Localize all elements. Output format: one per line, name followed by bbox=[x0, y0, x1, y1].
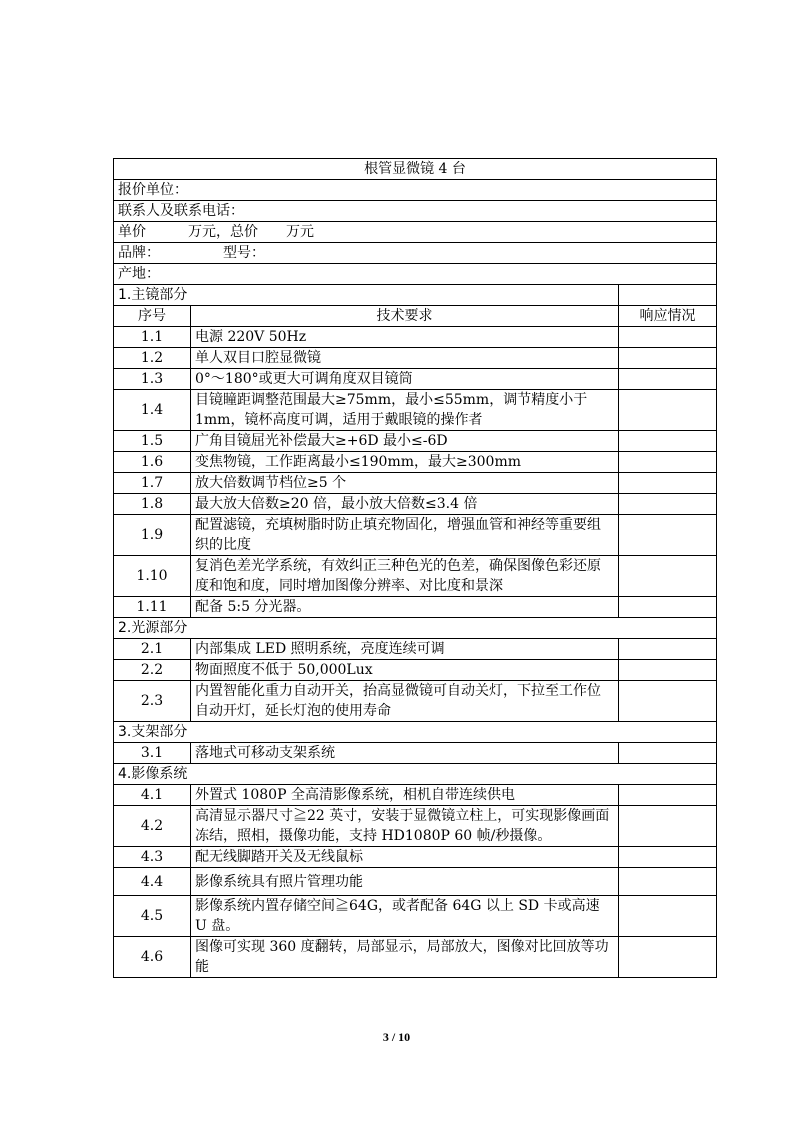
item-response-cell[interactable] bbox=[619, 515, 717, 556]
item-number: 1.9 bbox=[114, 515, 191, 556]
item-response-cell[interactable] bbox=[619, 390, 717, 431]
section-title: 3.支架部分 bbox=[114, 722, 717, 743]
item-requirement: 变焦物镜，工作距离最小≤190mm，最大≥300mm bbox=[191, 452, 619, 473]
table-row bbox=[114, 743, 717, 764]
table-row bbox=[114, 868, 717, 896]
item-number: 4.1 bbox=[114, 785, 191, 806]
table-row bbox=[114, 806, 717, 847]
table-row bbox=[114, 327, 717, 348]
table-row bbox=[114, 681, 717, 722]
item-requirement: 内置智能化重力自动开关，抬高显微镜可自动关灯，下拉至工作位自动开灯，延长灯泡的使用寿命 bbox=[191, 681, 619, 722]
table-row bbox=[114, 639, 717, 660]
item-requirement: 高清显示器尺寸≧22 英寸，安装于显微镜立柱上，可实现影像画面冻结，照相，摄像功能，支持 HD1080P 60 帧/秒摄像。 bbox=[191, 806, 619, 847]
brand-model-field: 品牌： 型号： bbox=[114, 243, 717, 264]
item-number: 4.2 bbox=[114, 806, 191, 847]
item-requirement: 图像可实现 360 度翻转，局部显示，局部放大，图像对比回放等功能 bbox=[191, 937, 619, 978]
item-response-cell[interactable] bbox=[619, 806, 717, 847]
page-number: 3 / 10 bbox=[382, 1030, 411, 1044]
item-response-cell[interactable] bbox=[619, 431, 717, 452]
item-number: 3.1 bbox=[114, 743, 191, 764]
item-number: 1.7 bbox=[114, 473, 191, 494]
item-number: 1.4 bbox=[114, 390, 191, 431]
item-number: 1.10 bbox=[114, 556, 191, 597]
table-row bbox=[114, 937, 717, 978]
item-response-cell[interactable] bbox=[619, 937, 717, 978]
item-number: 4.4 bbox=[114, 868, 191, 896]
item-requirement: 广角目镜屈光补偿最大≥+6D 最小≤-6D bbox=[191, 431, 619, 452]
item-requirement: 配无线脚踏开关及无线鼠标 bbox=[191, 847, 619, 868]
item-number: 1.6 bbox=[114, 452, 191, 473]
item-response-cell[interactable] bbox=[619, 660, 717, 681]
table-row bbox=[114, 390, 717, 431]
table-row bbox=[114, 369, 717, 390]
table-row bbox=[114, 847, 717, 868]
item-response-cell[interactable] bbox=[619, 348, 717, 369]
item-number: 1.11 bbox=[114, 597, 191, 618]
item-number: 1.1 bbox=[114, 327, 191, 348]
section-header-row bbox=[114, 764, 717, 785]
table-row bbox=[114, 556, 717, 597]
item-number: 4.3 bbox=[114, 847, 191, 868]
table-row bbox=[114, 431, 717, 452]
table-row bbox=[114, 896, 717, 937]
item-response-cell[interactable] bbox=[619, 597, 717, 618]
item-response-cell[interactable] bbox=[619, 847, 717, 868]
origin-field: 产地： bbox=[114, 264, 717, 285]
item-number: 2.2 bbox=[114, 660, 191, 681]
item-response-cell[interactable] bbox=[619, 639, 717, 660]
item-requirement: 配置滤镜，充填树脂时防止填充物固化，增强血管和神经等重要组织的比度 bbox=[191, 515, 619, 556]
item-requirement: 落地式可移动支架系统 bbox=[191, 743, 619, 764]
item-response-cell[interactable] bbox=[619, 452, 717, 473]
item-response-cell[interactable] bbox=[619, 556, 717, 597]
item-number: 4.5 bbox=[114, 896, 191, 937]
item-number: 4.6 bbox=[114, 937, 191, 978]
table-row bbox=[114, 494, 717, 515]
contact-field: 联系人及联系电话： bbox=[114, 201, 717, 222]
section-title: 2.光源部分 bbox=[114, 618, 717, 639]
section-header-row bbox=[114, 722, 717, 743]
section-title: 1.主镜部分 bbox=[114, 285, 619, 306]
item-response-cell[interactable] bbox=[619, 494, 717, 515]
item-requirement: 放大倍数调节档位≥5 个 bbox=[191, 473, 619, 494]
item-requirement: 电源 220V 50Hz bbox=[191, 327, 619, 348]
item-requirement: 目镜瞳距调整范围最大≥75mm，最小≤55mm，调节精度小于1mm，镜杯高度可调，适用于戴眼镜的操作者 bbox=[191, 390, 619, 431]
item-response-cell[interactable] bbox=[619, 327, 717, 348]
header-seq: 序号 bbox=[114, 306, 191, 327]
section-header-row bbox=[114, 285, 717, 306]
table-row bbox=[114, 473, 717, 494]
item-requirement: 物面照度不低于 50,000Lux bbox=[191, 660, 619, 681]
column-header-row bbox=[114, 306, 717, 327]
item-number: 2.3 bbox=[114, 681, 191, 722]
price-field: 单价 万元，总价 万元 bbox=[114, 222, 717, 243]
item-response-cell[interactable] bbox=[619, 743, 717, 764]
item-requirement: 最大放大倍数≥20 倍，最小放大倍数≤3.4 倍 bbox=[191, 494, 619, 515]
item-response-cell[interactable] bbox=[619, 473, 717, 494]
spec-table bbox=[113, 158, 717, 978]
item-requirement: 0°～180°或更大可调角度双目镜筒 bbox=[191, 369, 619, 390]
table-title: 根管显微镜 4 台 bbox=[114, 159, 717, 180]
table-row bbox=[114, 515, 717, 556]
item-requirement: 配备 5:5 分光器。 bbox=[191, 597, 619, 618]
item-number: 1.2 bbox=[114, 348, 191, 369]
item-requirement: 单人双目口腔显微镜 bbox=[191, 348, 619, 369]
item-number: 2.1 bbox=[114, 639, 191, 660]
header-requirement: 技术要求 bbox=[191, 306, 619, 327]
table-row bbox=[114, 452, 717, 473]
header-response: 响应情况 bbox=[619, 306, 717, 327]
item-number: 1.3 bbox=[114, 369, 191, 390]
quote-unit-field: 报价单位： bbox=[114, 180, 717, 201]
item-requirement: 外置式 1080P 全高清影像系统，相机自带连续供电 bbox=[191, 785, 619, 806]
item-number: 1.5 bbox=[114, 431, 191, 452]
section-header-row bbox=[114, 618, 717, 639]
item-response-cell[interactable] bbox=[619, 369, 717, 390]
item-response-cell[interactable] bbox=[619, 785, 717, 806]
section-title: 4.影像系统 bbox=[114, 764, 717, 785]
item-requirement: 内部集成 LED 照明系统，亮度连续可调 bbox=[191, 639, 619, 660]
section-blank-cell bbox=[619, 285, 717, 306]
item-response-cell[interactable] bbox=[619, 681, 717, 722]
item-response-cell[interactable] bbox=[619, 868, 717, 896]
item-response-cell[interactable] bbox=[619, 896, 717, 937]
item-requirement: 复消色差光学系统，有效纠正三种色光的色差，确保图像色彩还原度和饱和度，同时增加图像分辨率、对比度和景深 bbox=[191, 556, 619, 597]
item-requirement: 影像系统内置存储空间≧64G，或者配备 64G 以上 SD 卡或高速 U 盘。 bbox=[191, 896, 619, 937]
table-row bbox=[114, 597, 717, 618]
item-number: 1.8 bbox=[114, 494, 191, 515]
table-row bbox=[114, 348, 717, 369]
item-requirement: 影像系统具有照片管理功能 bbox=[191, 868, 619, 896]
table-row bbox=[114, 660, 717, 681]
table-row bbox=[114, 785, 717, 806]
